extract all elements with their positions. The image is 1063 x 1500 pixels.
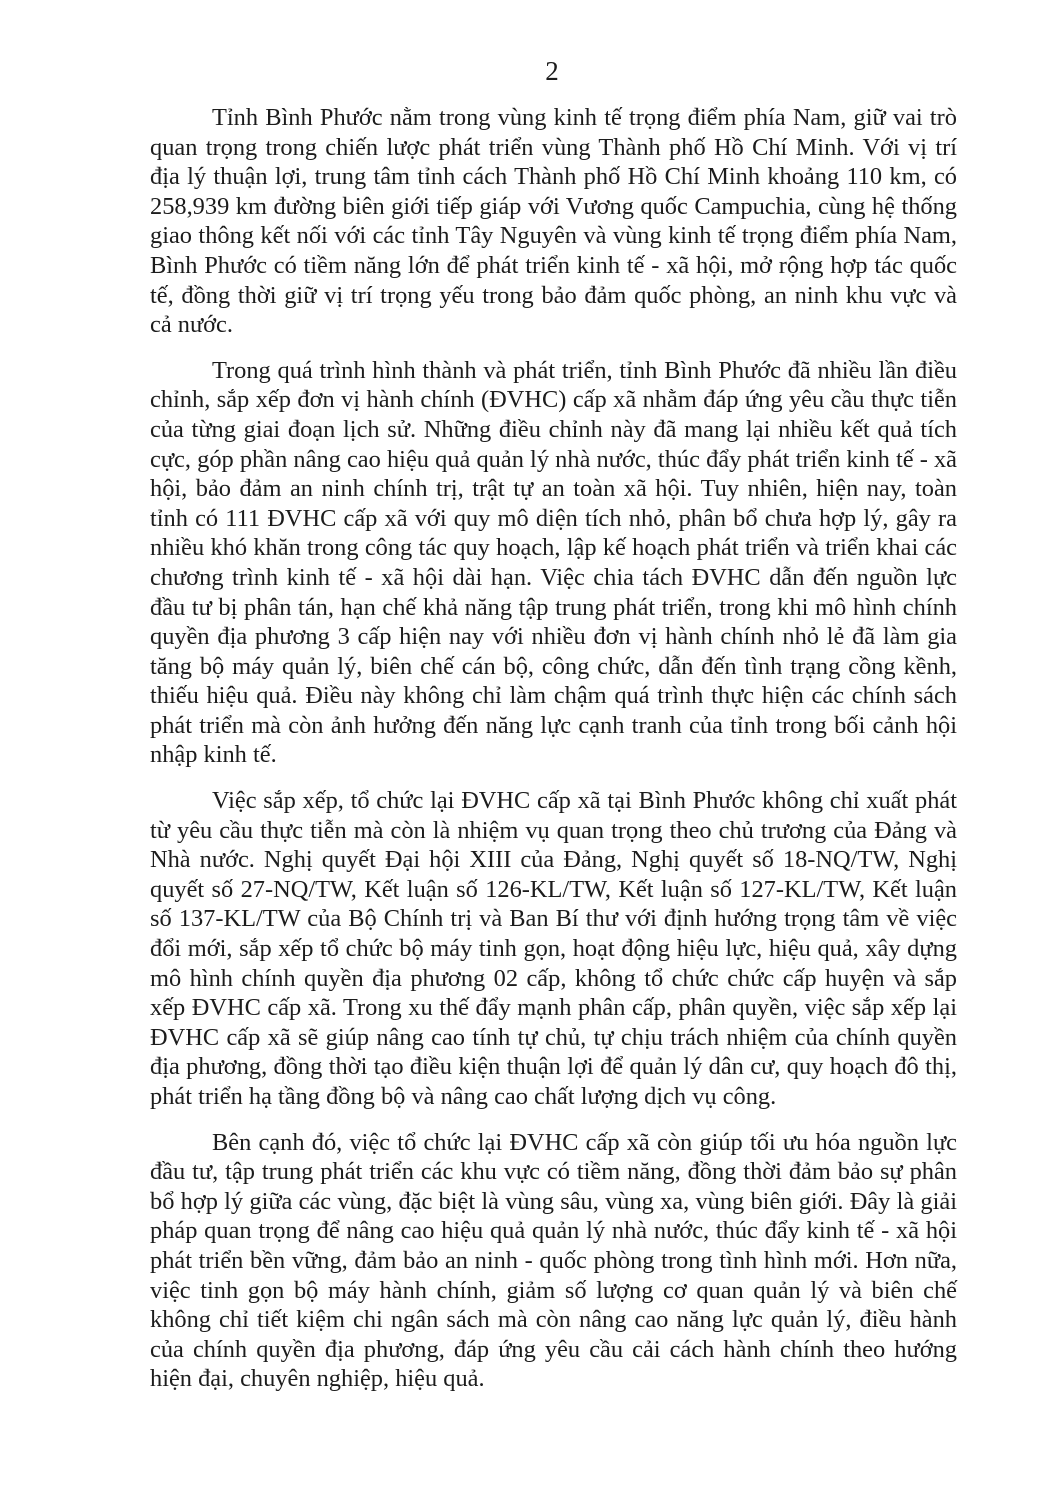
paragraph-4: Bên cạnh đó, việc tổ chức lại ĐVHC cấp xã còn giúp tối ưu hóa nguồn lực đầu tư, tập trung phát triển các khu vực có tiềm năng, đồng thời đảm bảo sự phân bổ hợp lý giữa các vùng, đặc biệt là vùng sâu, vùng xa, vùng biên giới. Đây là giải pháp quan trọng để nâng cao hiệu quả quản lý nhà nước, thúc đẩy kinh tế - xã hội phát triển bền vững, đảm bảo an ninh - quốc phòng trong tình hình mới. Hơn nữa, việc tinh gọn bộ máy hành chính, giảm số lượng cơ quan quản lý và biên chế không chỉ tiết kiệm chi ngân sách mà còn nâng cao năng lực quản lý, điều hành của chính quyền địa phương, đáp ứng yêu cầu cải cách hành chính theo hướng hiện đại, chuyên nghiệp, hiệu quả. (150, 1128, 957, 1393)
paragraph-1: Tỉnh Bình Phước nằm trong vùng kinh tế trọng điểm phía Nam, giữ vai trò quan trọng trong chiến lược phát triển vùng Thành phố Hồ Chí Minh. Với vị trí địa lý thuận lợi, trung tâm tỉnh cách Thành phố Hồ Chí Minh khoảng 110 km, có 258,939 km đường biên giới tiếp giáp với Vương quốc Campuchia, cùng hệ thống giao thông kết nối với các tỉnh Tây Nguyên và vùng kinh tế trọng điểm phía Nam, Bình Phước có tiềm năng lớn để phát triển kinh tế - xã hội, mở rộng hợp tác quốc tế, đồng thời giữ vị trí trọng yếu trong bảo đảm quốc phòng, an ninh khu vực và cả nước. (150, 104, 957, 339)
paragraph-3: Việc sắp xếp, tổ chức lại ĐVHC cấp xã tại Bình Phước không chỉ xuất phát từ yêu cầu thực tiễn mà còn là nhiệm vụ quan trọng theo chủ trương của Đảng và Nhà nước. Nghị quyết Đại hội XIII của Đảng, Nghị quyết số 18-NQ/TW, Nghị quyết số 27-NQ/TW, Kết luận số 126-KL/TW, Kết luận số 127-KL/TW, Kết luận số 137-KL/TW của Bộ Chính trị và Ban Bí thư với định hướng trọng tâm về việc đổi mới, sắp xếp tổ chức bộ máy tinh gọn, hoạt động hiệu lực, hiệu quả, xây dựng mô hình chính quyền địa phương 02 cấp, không tổ chức chức cấp huyện và sắp xếp ĐVHC cấp xã. Trong xu thế đẩy mạnh phân cấp, phân quyền, việc sắp xếp lại ĐVHC cấp xã sẽ giúp nâng cao tính tự chủ, tự chịu trách nhiệm của chính quyền địa phương, đồng thời tạo điều kiện thuận lợi để quản lý dân cư, quy hoạch đô thị, phát triển hạ tầng đồng bộ và nâng cao chất lượng dịch vụ công. (150, 787, 957, 1110)
document-body (150, 103, 957, 1394)
paragraph-2: Trong quá trình hình thành và phát triển, tỉnh Bình Phước đã nhiều lần điều chỉnh, sắp xếp đơn vị hành chính (ĐVHC) cấp xã nhằm đáp ứng yêu cầu thực tiễn của từng giai đoạn lịch sử. Những điều chỉnh này đã mang lại nhiều kết quả tích cực, góp phần nâng cao hiệu quả quản lý nhà nước, thúc đẩy phát triển kinh tế - xã hội, bảo đảm an ninh chính trị, trật tự an toàn xã hội. Tuy nhiên, hiện nay, toàn tỉnh có 111 ĐVHC cấp xã với quy mô diện tích nhỏ, phân bổ chưa hợp lý, gây ra nhiều khó khăn trong công tác quy hoạch, lập kế hoạch phát triển và triển khai các chương trình kinh tế - xã hội dài hạn. Việc chia tách ĐVHC dẫn đến nguồn lực đầu tư bị phân tán, hạn chế khả năng tập trung phát triển, trong khi mô hình chính quyền địa phương 3 cấp hiện nay với nhiều đơn vị hành chính nhỏ lẻ đã làm gia tăng bộ máy quản lý, biên chế cán bộ, công chức, dẫn đến tình trạng cồng kềnh, thiếu hiệu quả. Điều này không chỉ làm chậm quá trình thực hiện các chính sách phát triển mà còn ảnh hưởng đến năng lực cạnh tranh của tỉnh trong bối cảnh hội nhập kinh tế. (150, 356, 957, 769)
page-number: 2 (545, 56, 559, 86)
